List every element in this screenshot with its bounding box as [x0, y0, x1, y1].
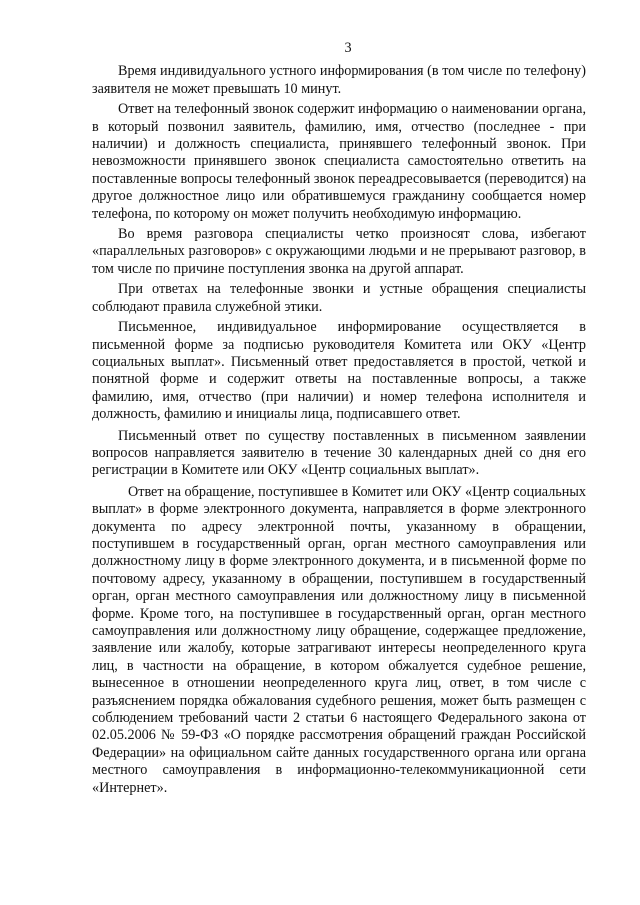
- paragraph-phone-answer: Ответ на телефонный звонок содержит информацию о наименовании органа, в который позвонил заявитель, фамилию, имя, отчество (последнее - при наличии) и должность специалиста, принявшего телефонный звонок. При невозможности принявшего звонок специалиста самостоятельно ответить на поставленные вопросы телефонный звонок переадресовывается (переводится) на другое должностное лицо или обратившемуся гражданину сообщается номер телефона, по которому он может получить необходимую информацию.: [92, 101, 586, 222]
- paragraph-conversation-rules: Во время разговора специалисты четко произносят слова, избегают «параллельных разговоров» с окружающими людьми и не прерывают разговор, в том числе по причине поступления звонка на другой аппарат.: [92, 226, 586, 277]
- page-number: 3: [344, 40, 352, 56]
- paragraph-service-ethics: При ответах на телефонные звонки и устные обращения специалисты соблюдают правила служебной этики.: [92, 281, 586, 315]
- paragraph-oral-info-time: Время индивидуального устного информирования (в том числе по телефону) заявителя не может превышать 10 минут.: [92, 63, 586, 97]
- paragraph-electronic-answer: Ответ на обращение, поступившее в Комитет или ОКУ «Центр социальных выплат» в форме электронного документа, направляется в форме электронного документа по адресу электронной почты, указанному в обращении, поступившем в государственный орган, орган местного самоуправления или должностному лицу в форме электронного документа, и в письменной форме по почтовому адресу, указанному в обращении, поступившем в государственный орган, орган местного самоуправления или должностному лицу в письменной форме. Кроме того, на поступившее в государственный орган, орган местного самоуправления или должностному лицу обращение, содержащее предложение, заявление или жалобу, которые затрагивают интересы неопределенного круга лиц, в частности на обращение, в котором обжалуется судебное решение, вынесенное в отношении неопределенного круга лиц, ответ, в том числе с разъяснением порядка обжалования судебного решения, может быть размещен с соблюдением требований части 2 статьи 6 настоящего Федерального закона от 02.05.2006 № 59-ФЗ «О порядке рассмотрения обращений граждан Российской Федерации» на официальном сайте данных государственного органа или органа местного самоуправления в информационно-телекоммуникационной сети «Интернет».: [92, 483, 586, 796]
- paragraph-written-info: Письменное, индивидуальное информирование осуществляется в письменной форме за подписью руководителя Комитета или ОКУ «Центр социальных выплат». Письменный ответ предоставляется в простой, четкой и понятной форме и содержит ответы на поставленные вопросы, а также фамилию, имя, отчество (при наличии) и номер телефона исполнителя и должность, фамилию и инициалы лица, подписавшего ответ.: [92, 319, 586, 423]
- paragraph-written-answer-deadline: Письменный ответ по существу поставленных в письменном заявлении вопросов направляется заявителю в течение 30 календарных дней со дня его регистрации в Комитете или ОКУ «Центр социальных выплат».: [92, 427, 586, 479]
